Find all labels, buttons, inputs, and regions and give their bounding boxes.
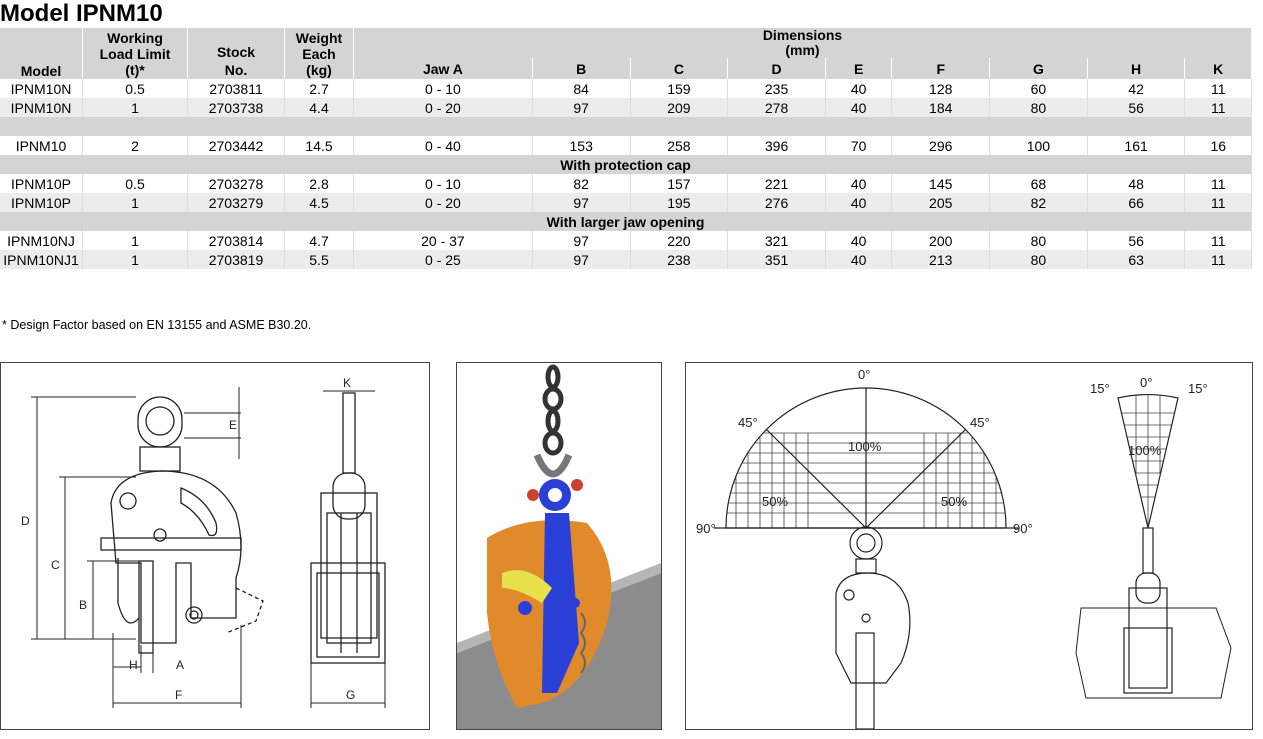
label-50-pct-left: 50% [762, 494, 789, 509]
col-dim-header: D [728, 58, 826, 79]
table-cell: 1 [83, 250, 188, 269]
table-cell: 14.5 [285, 136, 354, 155]
label-90-left: 90° [696, 521, 716, 536]
label-E: E [229, 418, 238, 432]
clamp-render-panel [456, 362, 662, 730]
table-cell: 296 [892, 136, 990, 155]
col-dim-header: Jaw A [354, 58, 533, 79]
table-row [0, 79, 1252, 98]
table-cell: 351 [728, 250, 826, 269]
clamp-body-front [111, 471, 241, 643]
label-H: H [129, 658, 138, 672]
table-cell: 11 [1185, 250, 1252, 269]
table-cell: 157 [630, 174, 728, 193]
table-cell: 0 - 10 [354, 79, 533, 98]
table-cell: 2703814 [188, 231, 285, 250]
table-cell: 80 [990, 250, 1088, 269]
jaw-bar [101, 538, 241, 550]
table-cell: 40 [825, 98, 891, 117]
table-cell: 82 [532, 174, 630, 193]
col-dim-header: E [825, 58, 891, 79]
col-wll-header: Working Load Limit (t)* [83, 28, 188, 79]
label-B: B [79, 598, 88, 612]
col-dim-header: C [630, 58, 728, 79]
table-cell: 20 - 37 [354, 231, 533, 250]
table-cell: 2 [83, 136, 188, 155]
table-cell: 1 [83, 231, 188, 250]
table-cell: IPNM10NJ1 [0, 250, 83, 269]
table-cell: 97 [532, 231, 630, 250]
table-cell: 258 [630, 136, 728, 155]
spring-bolt [186, 607, 202, 623]
table-cell: 2703279 [188, 193, 285, 212]
table-cell: 276 [728, 193, 826, 212]
table-cell: 63 [1087, 250, 1185, 269]
col-dim-header: B [532, 58, 630, 79]
table-cell: 2703819 [188, 250, 285, 269]
table-cell: 2.8 [285, 174, 354, 193]
dimension-drawing-panel [0, 362, 430, 730]
table-cell: 68 [990, 174, 1088, 193]
table-cell: 278 [728, 98, 826, 117]
table-cell: 209 [630, 98, 728, 117]
table-cell: 1 [83, 193, 188, 212]
angle-diagram-panel [685, 362, 1253, 730]
table-cell: 97 [532, 250, 630, 269]
table-cell: 2703738 [188, 98, 285, 117]
table-cell: 48 [1087, 174, 1185, 193]
table-cell: 80 [990, 98, 1088, 117]
label-50-pct-right: 50% [941, 494, 968, 509]
cam-slot [181, 488, 217, 536]
table-row [0, 174, 1252, 193]
cam-pin [154, 529, 166, 541]
table-cell: 159 [630, 79, 728, 98]
table-row [0, 136, 1252, 155]
table-cell: 321 [728, 231, 826, 250]
table-cell: IPNM10N [0, 98, 83, 117]
table-cell: IPNM10NJ [0, 231, 83, 250]
col-weight-header: Weight Each (kg) [285, 28, 354, 79]
table-row [0, 193, 1252, 212]
table-cell: 161 [1087, 136, 1185, 155]
label-side-0: 0° [1140, 375, 1153, 390]
table-cell: 60 [990, 79, 1088, 98]
table-cell: 11 [1185, 193, 1252, 212]
cam-swing-dashed [226, 588, 263, 633]
table-cell: 2703442 [188, 136, 285, 155]
table-cell: 0 - 20 [354, 193, 533, 212]
label-G: G [346, 688, 356, 702]
table-row [0, 231, 1252, 250]
side-eye-bar [343, 393, 355, 473]
col-dim-header: K [1185, 58, 1252, 79]
section-title: With larger jaw opening [0, 212, 1252, 231]
jaw-tongue [118, 558, 139, 623]
col-dimensions-header: Dimensions (mm) [354, 28, 1252, 58]
label-45-right: 45° [970, 415, 990, 430]
lifting-eye-hole [146, 407, 174, 435]
table-cell: 56 [1087, 98, 1185, 117]
table-cell: 0 - 40 [354, 136, 533, 155]
table-cell: 40 [825, 174, 891, 193]
col-model-header: Model [0, 28, 83, 79]
table-cell: 4.7 [285, 231, 354, 250]
label-side-15-left: 15° [1090, 381, 1110, 396]
section-row [0, 212, 1252, 231]
front-clamp-small [836, 527, 910, 729]
table-cell: 145 [892, 174, 990, 193]
table-cell: 40 [825, 79, 891, 98]
table-cell: 66 [1087, 193, 1185, 212]
table-cell: 184 [892, 98, 990, 117]
table-cell: 40 [825, 250, 891, 269]
table-cell: 128 [892, 79, 990, 98]
section-title: With protection cap [0, 155, 1252, 174]
col-dim-header: G [990, 58, 1088, 79]
label-C: C [51, 558, 60, 572]
table-cell: 97 [532, 193, 630, 212]
col-dim-header: H [1087, 58, 1185, 79]
table-cell: 238 [630, 250, 728, 269]
shackle-bolt-left [527, 489, 539, 501]
table-cell: 2703278 [188, 174, 285, 193]
footnote: * Design Factor based on EN 13155 and ASME B30.20. [2, 318, 312, 332]
table-cell: 40 [825, 193, 891, 212]
table-cell: 221 [728, 174, 826, 193]
table-cell: IPNM10P [0, 193, 83, 212]
table-cell: 5.5 [285, 250, 354, 269]
table-cell: 11 [1185, 79, 1252, 98]
table-cell: 84 [532, 79, 630, 98]
label-K: K [343, 376, 352, 390]
label-45-left: 45° [738, 415, 758, 430]
label-side-15-right: 15° [1188, 381, 1208, 396]
table-cell: 56 [1087, 231, 1185, 250]
pivot-hole [120, 493, 136, 509]
table-cell: 97 [532, 98, 630, 117]
side-plates [327, 513, 371, 643]
table-cell: 82 [990, 193, 1088, 212]
table-cell: 11 [1185, 174, 1252, 193]
table-cell: 70 [825, 136, 891, 155]
shackle-link [140, 447, 180, 471]
table-cell: 1 [83, 98, 188, 117]
table-cell: 213 [892, 250, 990, 269]
table-cell: 42 [1087, 79, 1185, 98]
label-side-100-pct: 100% [1128, 443, 1162, 458]
angle-diagram [686, 363, 1252, 729]
table-row [0, 250, 1252, 269]
table-cell: IPNM10N [0, 79, 83, 98]
table-cell: 0 - 20 [354, 98, 533, 117]
table-cell: 235 [728, 79, 826, 98]
label-F: F [175, 688, 183, 702]
table-cell: 205 [892, 193, 990, 212]
table-cell: 2703811 [188, 79, 285, 98]
table-cell: 0.5 [83, 79, 188, 98]
label-0-deg: 0° [858, 367, 871, 382]
side-jaw-housing [311, 563, 385, 663]
side-capacity-grid [1106, 393, 1191, 528]
table-cell: 11 [1185, 231, 1252, 250]
lifting-eye [138, 397, 182, 447]
separator-row [0, 117, 1252, 136]
table-cell: 0 - 25 [354, 250, 533, 269]
table-cell: 4.5 [285, 193, 354, 212]
side-body [321, 493, 377, 638]
side-jaw-inner [317, 573, 379, 657]
label-90-right: 90° [1013, 521, 1033, 536]
table-cell: 11 [1185, 98, 1252, 117]
table-cell: 200 [892, 231, 990, 250]
label-D: D [21, 514, 30, 528]
spec-table [0, 28, 1252, 269]
pivot-render [518, 601, 532, 615]
side-clamp-small [1076, 528, 1231, 698]
label-A: A [176, 658, 185, 672]
table-cell: 0 - 10 [354, 174, 533, 193]
table-cell: 4.4 [285, 98, 354, 117]
table-cell: 0.5 [83, 174, 188, 193]
table-cell: 153 [532, 136, 630, 155]
table-row [0, 98, 1252, 117]
table-cell: 195 [630, 193, 728, 212]
side-head [333, 473, 365, 519]
col-dim-header: F [892, 58, 990, 79]
table-cell: IPNM10P [0, 174, 83, 193]
clamp-render [457, 363, 661, 729]
table-cell: 16 [1185, 136, 1252, 155]
table-cell: 40 [825, 231, 891, 250]
table-cell: 396 [728, 136, 826, 155]
table-cell: 100 [990, 136, 1088, 155]
lifting-eye-render-hole [548, 488, 562, 502]
dimension-drawing [1, 363, 429, 729]
col-stock-header: Stock No. [188, 28, 285, 79]
table-cell: IPNM10 [0, 136, 83, 155]
table-cell: 220 [630, 231, 728, 250]
shackle-bolt-right [571, 479, 583, 491]
label-100-pct: 100% [848, 439, 882, 454]
section-row [0, 155, 1252, 174]
table-cell: 2.7 [285, 79, 354, 98]
page-title: Model IPNM10 [0, 0, 163, 27]
table-cell: 80 [990, 231, 1088, 250]
bolt-render [570, 598, 580, 608]
